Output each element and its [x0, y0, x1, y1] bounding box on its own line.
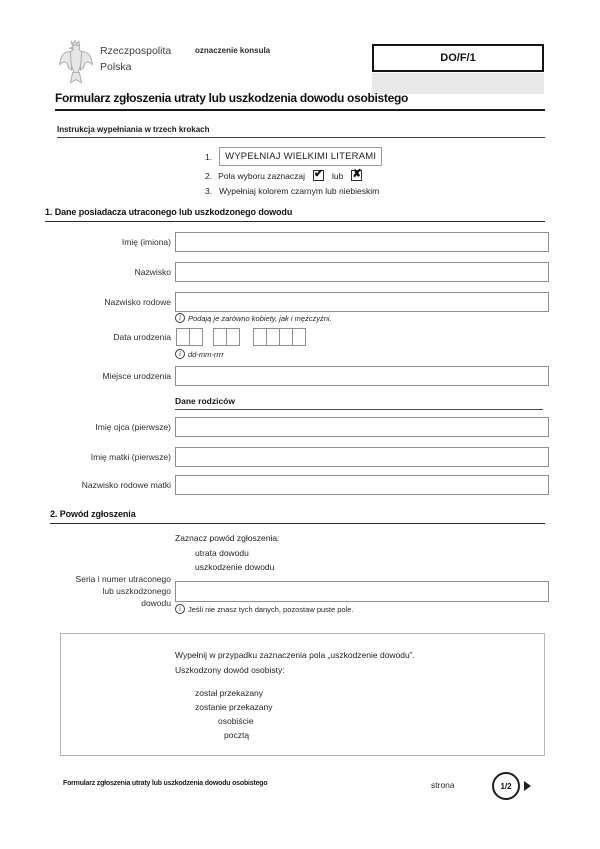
- form-code-box: [372, 44, 544, 72]
- family-name-input[interactable]: [175, 292, 549, 312]
- country-name: [100, 43, 171, 75]
- footer-form-name: Formularz zgłoszenia utraty lub uszkodzenia dowodu osobistego: [63, 780, 268, 787]
- mother-name-input[interactable]: [175, 447, 549, 467]
- section-1-heading: 1. Dane posiadacza utraconego lub uszkodzonego dowodu: [45, 207, 545, 222]
- birth-date-label: Data urodzenia: [113, 332, 171, 342]
- cross-checkbox-icon: ✘: [352, 168, 362, 180]
- report-reason-label: Zaznacz powód zgłoszenia:: [175, 533, 280, 543]
- birth-date-year-cells[interactable]: [253, 328, 306, 346]
- page-indicator: [492, 772, 520, 800]
- series-number-hint: i Jeśli nie znasz tych danych, pozostaw puste pole.: [175, 604, 354, 614]
- consul-designation-label: oznaczenie konsula: [195, 46, 271, 55]
- date-cell[interactable]: [266, 328, 280, 346]
- instruction-step-2: [205, 170, 364, 181]
- page-number: 1/2: [500, 781, 512, 791]
- birth-place-input[interactable]: [175, 366, 549, 386]
- form-code: DO/F/1: [440, 52, 476, 64]
- step-1-number: 1.: [205, 151, 213, 162]
- instruction-step-3: [205, 186, 379, 196]
- next-page-arrow-icon[interactable]: [524, 781, 531, 791]
- first-name-input[interactable]: [175, 232, 549, 252]
- damage-box-instruction: Wypełnij w przypadku zaznaczenia pola „uszkodzenie dowodu”.: [175, 650, 415, 660]
- uppercase-instruction-box: WYPEŁNIAJ WIELKIMI LITERAMI: [219, 147, 382, 166]
- country-name-line1: Rzeczpospolita: [100, 45, 172, 57]
- step-2-number: 2.: [205, 170, 213, 181]
- page-word-label: strona: [431, 780, 455, 790]
- date-cell[interactable]: [176, 328, 190, 346]
- date-cell[interactable]: [253, 328, 267, 346]
- step-2-or: lub: [332, 170, 344, 181]
- country-name-line2: Polska: [100, 61, 132, 73]
- info-icon: i: [175, 313, 185, 323]
- option-loss[interactable]: utrata dowodu: [195, 548, 249, 558]
- date-cell[interactable]: [292, 328, 306, 346]
- series-number-label: Seria i numer utraconego lub uszkodzonego dowodu: [75, 574, 171, 608]
- polish-eagle-icon: [57, 37, 95, 87]
- birth-date-day-cells[interactable]: [176, 328, 203, 346]
- step-3-number: 3.: [205, 186, 213, 196]
- section-2-heading: 2. Powód zgłoszenia: [50, 509, 545, 524]
- series-number-input[interactable]: [175, 581, 549, 602]
- option-in-person[interactable]: osobiście: [218, 716, 254, 726]
- option-was-handed-over[interactable]: został przekazany: [195, 688, 264, 698]
- surname-input[interactable]: [175, 262, 549, 282]
- father-name-input[interactable]: [175, 417, 549, 437]
- info-icon: i: [175, 349, 185, 359]
- date-cell[interactable]: [226, 328, 240, 346]
- family-name-label: Nazwisko rodowe: [104, 297, 171, 307]
- birth-date-month-cells[interactable]: [213, 328, 240, 346]
- mother-family-name-label: Nazwisko rodowe matki: [81, 480, 171, 490]
- parents-subheading: Dane rodziców: [175, 396, 543, 410]
- damaged-id-label: Uszkodzony dowód osobisty:: [175, 665, 285, 675]
- date-cell[interactable]: [279, 328, 293, 346]
- first-name-label: Imię (imiona): [121, 237, 171, 247]
- birth-date-hint: i dd-mm-rrrr: [175, 349, 224, 359]
- option-damage[interactable]: uszkodzenie dowodu: [195, 562, 275, 572]
- family-name-hint: i Podają je zarówno kobiety, jak i mężczyźni.: [175, 313, 332, 323]
- step-3-text: Wypełniaj kolorem czarnym lub niebieskim: [219, 186, 380, 196]
- instruction-step-1: [205, 147, 382, 166]
- father-name-label: Imię ojca (pierwsze): [95, 422, 171, 432]
- mother-name-label: Imię matki (pierwsze): [90, 452, 171, 462]
- info-icon: i: [175, 604, 185, 614]
- mother-family-name-input[interactable]: [175, 475, 549, 495]
- surname-label: Nazwisko: [134, 267, 171, 277]
- page-title: Formularz zgłoszenia utraty lub uszkodzenia dowodu osobistego: [55, 91, 545, 111]
- date-cell[interactable]: [189, 328, 203, 346]
- checkmark-checkbox-icon: ✔: [314, 168, 324, 180]
- option-will-be-handed-over[interactable]: zostanie przekazany: [195, 702, 273, 712]
- birth-place-label: Miejsce urodzenia: [102, 371, 171, 381]
- date-cell[interactable]: [213, 328, 227, 346]
- option-by-post[interactable]: pocztą: [224, 730, 250, 740]
- instructions-heading: Instrukcja wypełniania w trzech krokach: [57, 125, 545, 138]
- step-2-text: Pola wyboru zaznaczaj: [218, 170, 306, 181]
